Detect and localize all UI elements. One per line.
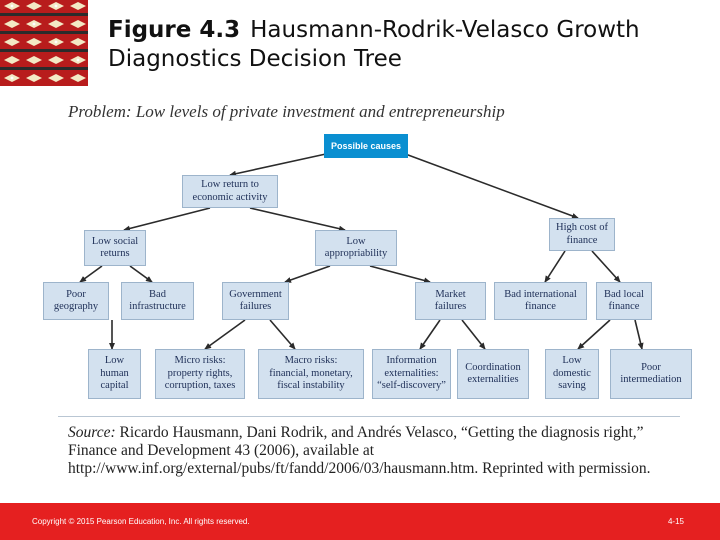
edge-local-intermed: [635, 320, 642, 349]
node-government-failures: Government failures: [222, 282, 289, 320]
edge-social-infra: [130, 266, 152, 282]
edge-social-geo: [80, 266, 102, 282]
copyright-text: Copyright © 2015 Pearson Education, Inc. All rights reserved.: [32, 517, 250, 526]
edge-finance-local: [592, 251, 620, 282]
node-bad-international-finance: Bad international finance: [494, 282, 587, 320]
edge-market-info: [420, 320, 440, 349]
edge-root-finance: [400, 152, 578, 218]
edge-local-saving: [578, 320, 610, 349]
node-poor-intermediation: Poor intermediation: [610, 349, 692, 399]
figure-title: Hausmann-Rodrik-Velasco Growth Diagnostics Decision Tree: [108, 17, 640, 72]
edge-root-lowreturn: [230, 152, 335, 175]
node-low-appropriability: Low appropriability: [315, 230, 397, 266]
figure-number: Figure 4.3: [108, 17, 241, 43]
divider: [58, 416, 680, 417]
node-coordination-externalities: Coordination externalities: [457, 349, 529, 399]
edge-approp-gov: [285, 266, 330, 282]
edge-market-coord: [462, 320, 485, 349]
source-label: Source:: [68, 424, 116, 441]
node-possible-causes: Possible causes: [324, 134, 408, 158]
node-low-domestic-saving: Low domestic saving: [545, 349, 599, 399]
source-citation: [68, 424, 688, 478]
node-bad-infrastructure: Bad infrastructure: [121, 282, 194, 320]
edge-gov-micro: [205, 320, 245, 349]
edge-approp-market: [370, 266, 430, 282]
node-micro-risks: Micro risks: property rights, corruption, taxes: [155, 349, 245, 399]
edge-finance-intl: [545, 251, 565, 282]
edge-gov-macro: [270, 320, 295, 349]
node-low-return: Low return to economic activity: [182, 175, 278, 208]
node-bad-local-finance: Bad local finance: [596, 282, 652, 320]
footer-bar: [0, 503, 720, 540]
source-text: Ricardo Hausmann, Dani Rodrik, and Andrés Velasco, “Getting the diagnosis right,” Finance and Development 43 (2006), available at http://www.inf.org/external/pubs/ft/fandd/2006/03/hausmann.htm. Reprinted with permission.: [68, 424, 651, 477]
problem-statement: Problem: Low levels of private investment and entrepreneurship: [68, 102, 505, 121]
node-low-human-capital: Low human capital: [88, 349, 141, 399]
edge-lowreturn-approp: [250, 208, 345, 230]
node-poor-geography: Poor geography: [43, 282, 109, 320]
node-low-social-returns: Low social returns: [84, 230, 146, 266]
node-macro-risks: Macro risks: financial, monetary, fiscal instability: [258, 349, 364, 399]
node-market-failures: Market failures: [415, 282, 486, 320]
edge-lowreturn-social: [124, 208, 210, 230]
node-high-cost-finance: High cost of finance: [549, 218, 615, 251]
node-information-externalities: Information externalities: “self-discovery”: [372, 349, 451, 399]
page-number: 4-15: [667, 517, 684, 526]
